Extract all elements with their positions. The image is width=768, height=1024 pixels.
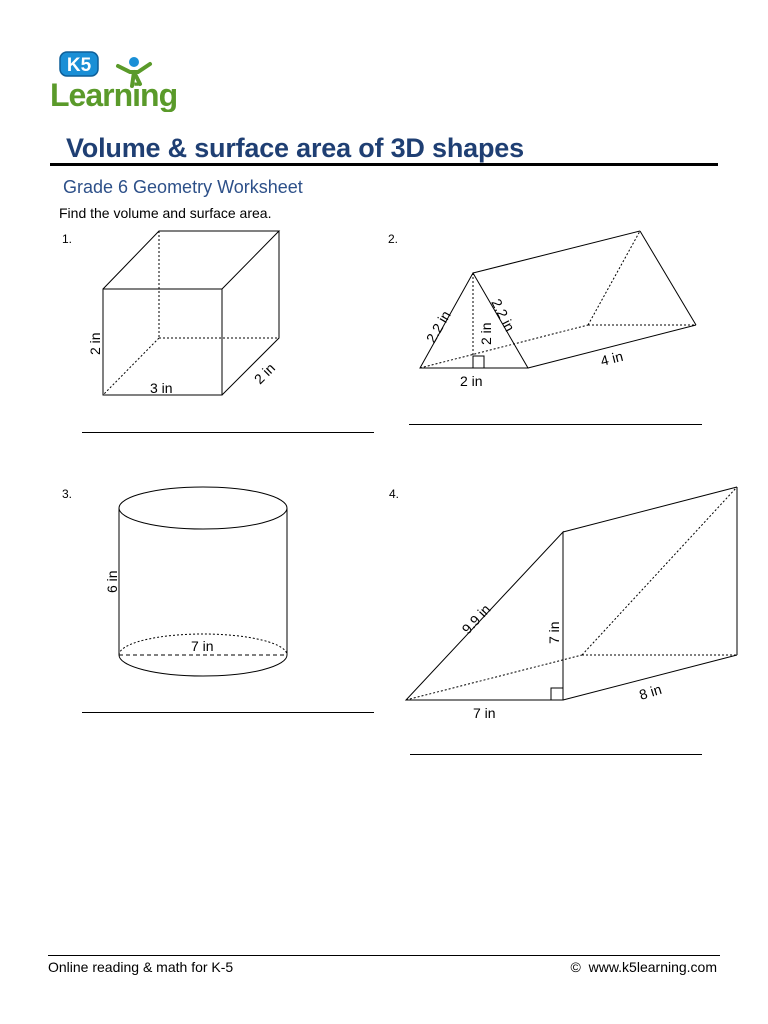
problem-4-number: 4. — [389, 487, 400, 501]
problem-3-height-label: 6 in — [104, 570, 120, 593]
problem-1-depth-label: 2 in — [250, 359, 279, 388]
problem-3-diameter-label: 7 in — [191, 638, 214, 654]
problem-2-side-right-label: 2.2 in — [488, 296, 519, 334]
problem-4-length-label: 8 in — [637, 680, 664, 703]
instructions: Find the volume and surface area. — [59, 205, 272, 221]
footer-website[interactable] — [571, 959, 718, 975]
page-title: Volume & surface area of 3D shapes — [66, 133, 524, 163]
problem-1-number: 1. — [62, 232, 73, 246]
problem-4-height-label: 7 in — [546, 621, 562, 644]
page-subtitle: Grade 6 Geometry Worksheet — [63, 177, 303, 197]
prism-1-hidden-edges — [103, 231, 279, 395]
prism-1-top-face — [103, 231, 279, 289]
problem-2-length-label: 4 in — [598, 347, 625, 369]
problem-3-number: 3. — [62, 487, 73, 501]
problem-2-height-label: 2 in — [478, 322, 494, 345]
footer-divider — [48, 955, 720, 956]
prism-4-right-angle-marker — [551, 688, 563, 700]
prism-2-right-angle-marker — [473, 356, 484, 368]
logo-word: Learning — [50, 77, 178, 112]
problem-2-triangular-prism — [420, 231, 696, 368]
footer-website-link[interactable]: www.k5learning.com — [588, 959, 717, 975]
cylinder-top-ellipse — [119, 487, 287, 529]
problem-1-width-label: 3 in — [150, 380, 173, 396]
copyright-symbol: © — [570, 959, 581, 975]
problem-2-number: 2. — [388, 232, 399, 246]
problem-4-base-label: 7 in — [473, 705, 496, 721]
problem-2-side-left-label: 2.2 in — [422, 307, 454, 346]
footer-tagline: Online reading & math for K-5 — [48, 959, 234, 975]
cylinder-bottom-front-arc — [119, 655, 287, 676]
problem-4-hypotenuse-label: 9.9 in — [458, 601, 494, 638]
logo-badge-text: K5 — [66, 55, 92, 76]
problem-2-base-label: 2 in — [460, 373, 483, 389]
problem-1-height-label: 2 in — [87, 332, 103, 355]
problem-1-rectangular-prism — [103, 231, 279, 395]
problem-4-triangular-prism — [406, 487, 737, 700]
